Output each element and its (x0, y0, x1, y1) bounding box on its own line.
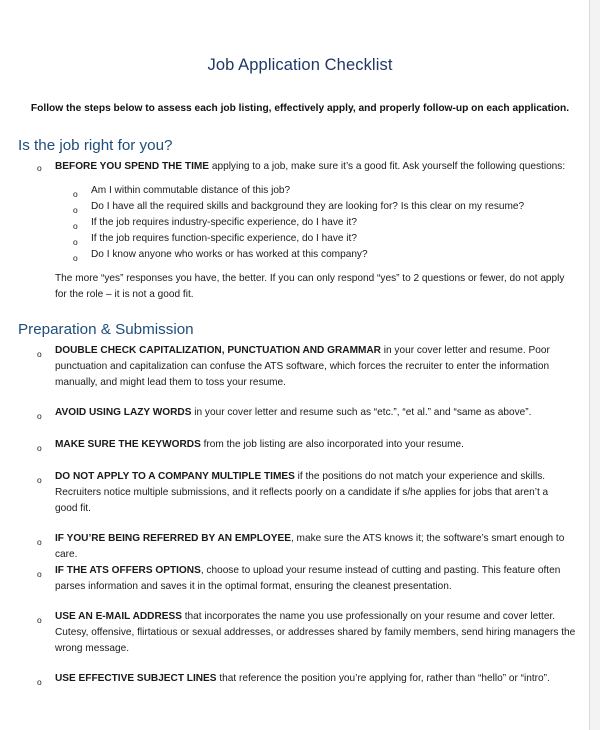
item-text: Recruiters notice multiple submissions, and it reflects poorly on a candidate if s/he applies for jobs that aren’t a (55, 487, 549, 498)
list-item (55, 563, 560, 595)
item-lead: BEFORE YOU SPEND THE TIME (55, 161, 210, 172)
list-item (55, 159, 565, 175)
sub-bullet-marker: o (73, 205, 78, 215)
item-lead: AVOID USING LAZY WORDS (55, 407, 192, 418)
page-title: Job Application Checklist (207, 56, 393, 74)
item-lead: DO NOT APPLY TO A COMPANY MULTIPLE TIMES (55, 471, 295, 482)
section-heading-job-fit: Is the job right for you? (18, 137, 173, 154)
item-lead: IF THE ATS OFFERS OPTIONS (55, 565, 201, 576)
item-text: manually, and might lead them to toss your resume. (55, 377, 286, 388)
question-item: Am I within commutable distance of this job? (91, 185, 291, 196)
item-lead: USE EFFECTIVE SUBJECT LINES (55, 673, 217, 684)
question-item: Do I have all the required skills and background they are looking for? Is this clear on my resume? (91, 201, 525, 212)
item-text: applying to a job, make sure it’s a good fit. Ask yourself the following questions: (209, 161, 566, 172)
item-text: in your cover letter and resume. Poor (380, 345, 550, 356)
item-text: , make sure the ATS knows it; the software’s smart enough to care. (55, 533, 565, 560)
item-text: in your cover letter and resume such as “etc.”, “et al.” and “same as above”. (191, 407, 532, 418)
item-lead: USE AN E-MAIL ADDRESS (55, 611, 182, 622)
list-item (55, 405, 531, 421)
bullet-marker: o (37, 163, 42, 173)
item-lead: DOUBLE CHECK CAPITALIZATION, PUNCTUATION AND GRAMMAR (55, 345, 381, 356)
item-text: that reference the position you’re applying for, rather than “hello” or “intro”. (216, 673, 550, 684)
item-text: parses information and saves it in the optimal format, ensuring the cleanest presentation. (55, 581, 452, 592)
section-heading-preparation: Preparation & Submission (18, 321, 194, 338)
sub-bullet-marker: o (73, 189, 78, 199)
sub-bullet-marker: o (73, 221, 78, 231)
bullet-marker: o (37, 615, 42, 625)
list-item (55, 609, 575, 657)
list-item (55, 343, 550, 391)
item-text: good fit. (55, 503, 91, 514)
list-item (55, 437, 464, 453)
question-item: Do I know anyone who works or has worked at this company? (91, 249, 368, 260)
item-text: , choose to upload your resume instead of cutting and pasting. This feature often (200, 565, 561, 576)
item-lead: IF YOU’RE BEING REFERRED BY AN EMPLOYEE (55, 533, 291, 544)
item-text: Cutesy, offensive, flirtatious or sexual addresses, or addresses shared by family members, send hiring managers the (55, 627, 576, 638)
list-item (55, 671, 550, 687)
page-subtitle: Follow the steps below to assess each job listing, effectively apply, and properly follow-up on each application. (30, 103, 570, 114)
item-text: wrong message. (55, 643, 130, 654)
list-item (55, 531, 589, 563)
sub-bullet-marker: o (73, 237, 78, 247)
bullet-marker: o (37, 677, 42, 687)
list-item (55, 469, 548, 517)
item-lead: MAKE SURE THE KEYWORDS (55, 439, 201, 450)
bullet-marker: o (37, 475, 42, 485)
question-item: If the job requires function-specific experience, do I have it? (91, 233, 357, 244)
question-item: If the job requires industry-specific experience, do I have it? (91, 217, 357, 228)
item-text: that incorporates the name you use professionally on your resume and cover letter. (181, 611, 556, 622)
bullet-marker: o (37, 349, 42, 359)
item-text: from the job listing are also incorporated into your resume. (200, 439, 464, 450)
note-line: for the role – it is not a good fit. (55, 289, 194, 300)
item-text: if the positions do not match your experience and skills. (294, 471, 546, 482)
sub-bullet-marker: o (73, 253, 78, 263)
bullet-marker: o (37, 569, 42, 579)
item-text: punctuation and capitalization can confuse the ATS software, which forces the recruiter to enter the information (55, 361, 550, 372)
bullet-marker: o (37, 443, 42, 453)
bullet-marker: o (37, 411, 42, 421)
bullet-marker: o (37, 537, 42, 547)
note-paragraph (55, 271, 564, 303)
note-line: The more “yes” responses you have, the better. If you can only respond “yes” to 2 questions or fewer, do not apply (55, 273, 565, 284)
